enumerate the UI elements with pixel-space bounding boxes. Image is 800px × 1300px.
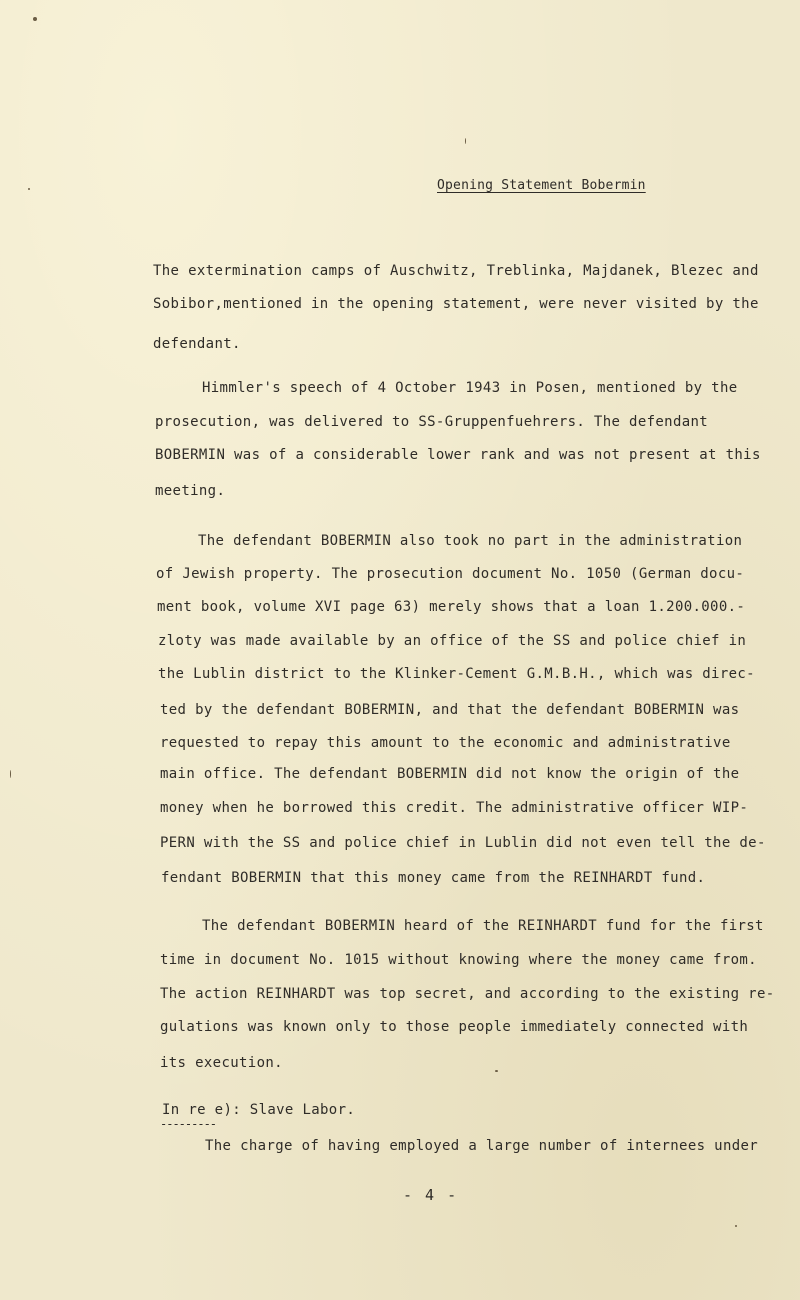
text-line: The defendant BOBERMIN also took no part in the administration: [198, 533, 743, 549]
paper-speck: [495, 1070, 498, 1072]
text-line: main office. The defendant BOBERMIN did not know the origin of the: [160, 766, 740, 782]
text-line: The charge of having employed a large number of internees under: [205, 1138, 759, 1154]
text-line: The action REINHARDT was top secret, and according to the existing re-: [160, 986, 775, 1002]
paper-speck: [465, 138, 466, 144]
text-line: of Jewish property. The prosecution document No. 1050 (German docu-: [156, 566, 745, 582]
text-line: defendant.: [153, 336, 241, 352]
paper-speck: [33, 17, 37, 21]
text-line: ment book, volume XVI page 63) merely shows that a loan 1.200.000.-: [157, 599, 746, 615]
text-line: prosecution, was delivered to SS-Gruppenfuehrers. The defendant: [155, 414, 709, 430]
text-line: zloty was made available by an office of the SS and police chief in: [158, 633, 747, 649]
text-line: meeting.: [155, 483, 226, 499]
section-heading: In re e): Slave Labor.: [162, 1102, 356, 1118]
text-line: requested to repay this amount to the economic and administrative: [160, 735, 731, 751]
paper-speck: [28, 188, 30, 190]
section-underline: ---------: [160, 1117, 217, 1131]
text-line: BOBERMIN was of a considerable lower rank and was not present at this: [155, 447, 761, 463]
text-line: The extermination camps of Auschwitz, Treblinka, Majdanek, Blezec and: [153, 263, 759, 279]
text-line: ted by the defendant BOBERMIN, and that the defendant BOBERMIN was: [160, 702, 740, 718]
text-line: fendant BOBERMIN that this money came from the REINHARDT fund.: [161, 870, 706, 886]
text-line: PERN with the SS and police chief in Lublin did not even tell the de-: [160, 835, 766, 851]
text-line: its execution.: [160, 1055, 283, 1071]
text-line: time in document No. 1015 without knowing where the money came from.: [160, 952, 757, 968]
text-line: gulations was known only to those people immediately connected with: [160, 1019, 749, 1035]
text-line: money when he borrowed this credit. The administrative officer WIP-: [160, 800, 749, 816]
text-line: The defendant BOBERMIN heard of the REINHARDT fund for the first: [202, 918, 764, 934]
document-heading: Opening Statement Bobermin: [437, 178, 646, 193]
paper-speck: [735, 1225, 737, 1227]
text-line: the Lublin district to the Klinker-Cement G.M.B.H., which was direc-: [158, 666, 755, 682]
text-line: Himmler's speech of 4 October 1943 in Posen, mentioned by the: [202, 380, 738, 396]
paper-speck: [10, 770, 11, 778]
text-line: Sobibor,mentioned in the opening statement, were never visited by the: [153, 296, 759, 312]
page-number: - 4 -: [403, 1186, 459, 1204]
